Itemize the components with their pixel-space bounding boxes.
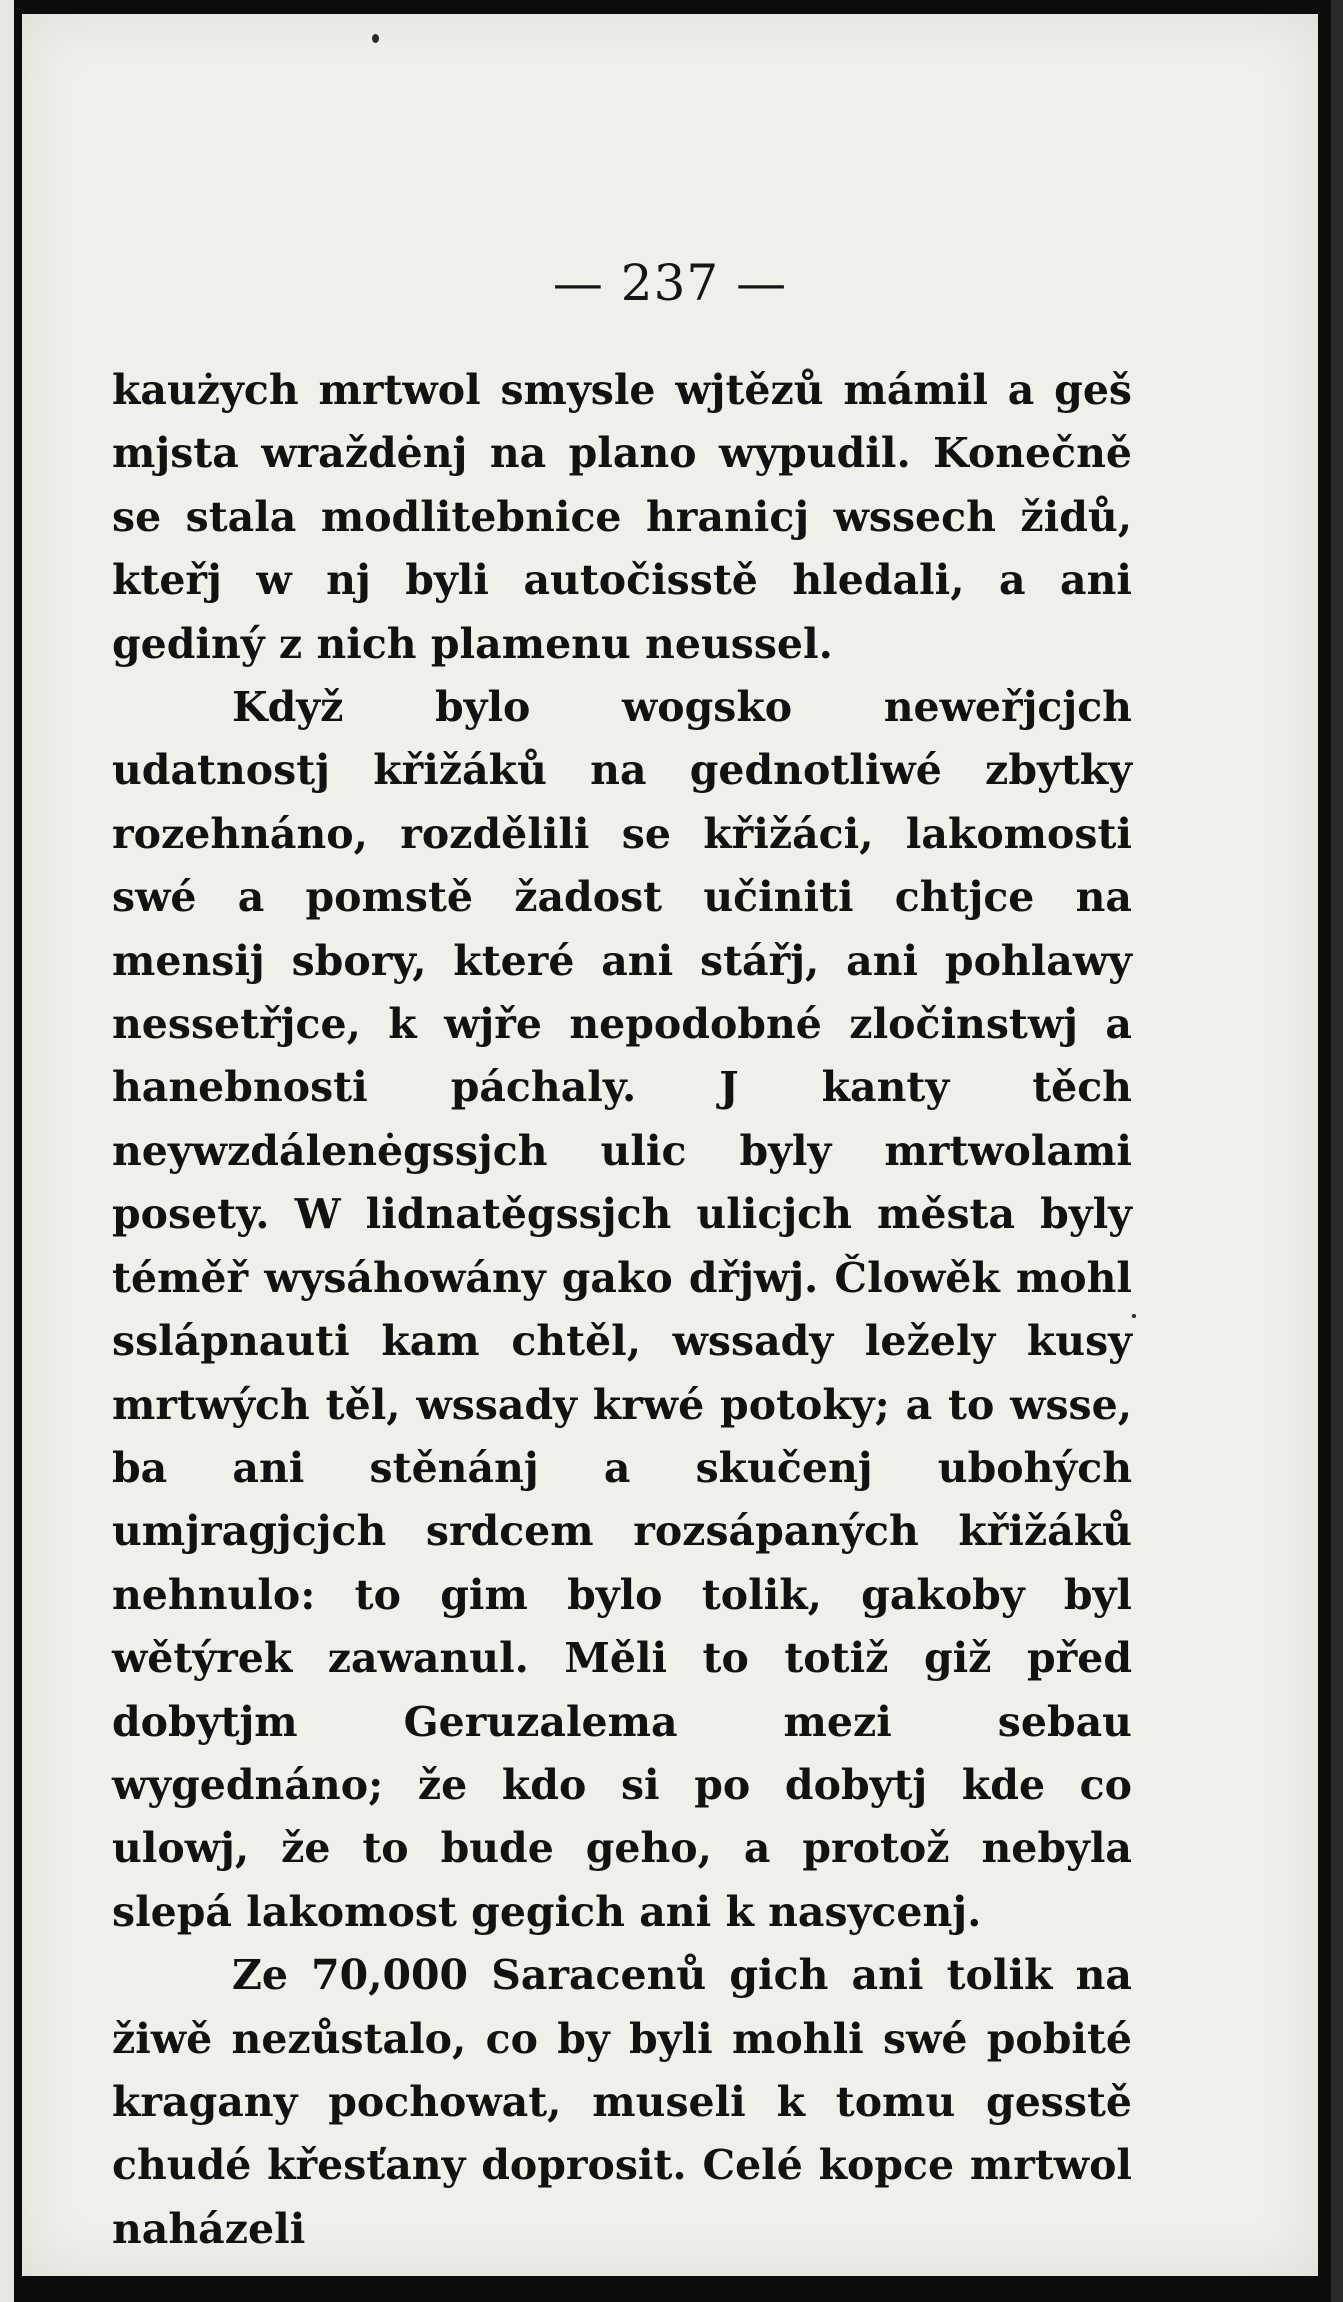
adjacent-page-edge [0, 0, 14, 2302]
ink-speck [1132, 1314, 1136, 1318]
paragraph: kaużych mrtwol smysle wjtězů mámil a geš mjsta wraždėnj na plano wypudil. Konečně se stala modlitebnice hranicj wssech židů, kteřj w nj byli autočisstě hledali, a ani gediný z nich plamenu neussel. [112, 366, 1132, 668]
paragraph: Ze 70,000 Saracenů gich ani tolik na žiwě nezůstalo, co by byli mohli swé pobité kragany pochowat, museli k tomu gesstě chudé křesťany doprosit. Celé kopce mrtwol naházeli [112, 1951, 1132, 2253]
book-page [22, 14, 1318, 2276]
book-spine-shadow [1331, 0, 1343, 2302]
paragraph: Když bylo wogsko neweřjcjch udatnostj křižáků na gednotliwé zbytky rozehnáno, rozdělili se křižáci, lakomosti swé a pomstě žadost učiniti chtjce na mensij sbory, které ani stářj, ani pohlawy nessetřjce, k wjře nepodobné zločinstwj a hanebnosti páchaly. J kanty těch neywzdálenėgssjch ulic byly mrtwolami posety. W lidnatěgssjch ulicjch města byly téměř wysáhowány gako dřjwj. Člowěk mohl sslápnauti kam chtěl, wssady ležely kusy mrtwých těl, wssady krwé potoky; a to wsse, ba ani stěnánj a skučenj ubohých umjragjcjch srdcem rozsápaných křižáků nehnulo: to gim bylo tolik, gakoby byl wětýrek zawanul. Měli to totiž giž před dobytjm Geruzalema mezi sebau wygednáno; že kdo si po dobytj kde co ulowj, že to bude geho, a protož nebyla slepá lakomost gegich ani k nasycenj. [112, 683, 1132, 1936]
ink-speck [372, 34, 379, 43]
page-number: — 237 — [552, 254, 788, 312]
body-text [112, 359, 1132, 2261]
